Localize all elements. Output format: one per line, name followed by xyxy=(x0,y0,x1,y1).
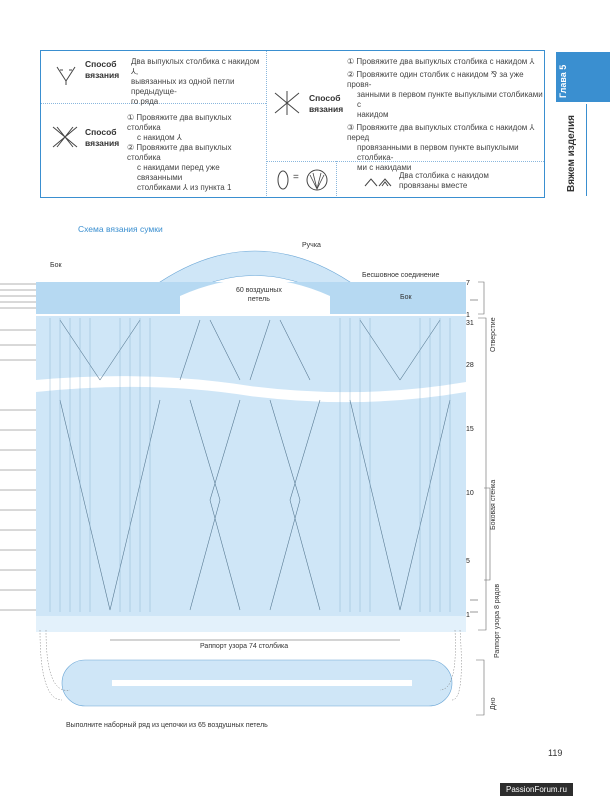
side-label-opening: Отверстие xyxy=(490,317,497,352)
row-number: 10 xyxy=(466,490,474,497)
right-arrows xyxy=(470,300,478,612)
legend-title-2: Способ вязания xyxy=(85,127,120,148)
legend-symbol-bobble: = xyxy=(273,167,333,193)
diagram-title: Схема вязания сумки xyxy=(78,224,163,234)
page-number: 119 xyxy=(548,748,563,758)
row-number: 7 xyxy=(466,280,470,287)
legend-text-3: ① Провяжите два выпуклых столбика с накидом ⅄ ② Провяжите один столбик с накидом ⅋ за уже провя- занными в первом пункте выпуклыми столбиками с накидом ③ Провяжите два выпуклых столбика с накидом ⅄ перед провязанными в первом пункте выпуклыми столбика- ми с накидами xyxy=(347,57,543,172)
row-number: 5 xyxy=(466,558,470,565)
legend-text-2: ① Провяжите два выпуклых столбика с накидом ⅄ ② Провяжите два выпуклых столбика с накидами перед уже связанными столбиками ⅄ из пункта 1 xyxy=(127,113,232,192)
row-number: 1 xyxy=(466,612,470,619)
left-row-lines xyxy=(0,284,36,610)
bottom-band xyxy=(36,616,466,632)
label-repeat-74: Раппорт узора 74 столбика xyxy=(200,643,289,650)
label-chain-65: Выполните наборный ряд из цепочки из 65 воздушных петель xyxy=(66,722,268,729)
label-bok-right: Бок xyxy=(400,294,412,301)
watermark: PassionForum.ru xyxy=(500,783,573,796)
side-label-repeat8: Раппорт узора 8 рядов xyxy=(494,583,501,658)
chapter-label: Глава 5 xyxy=(558,64,568,98)
label-slip-join: Бесшовное соединение xyxy=(362,272,440,279)
legend-title-1: Способ вязания xyxy=(85,59,120,80)
row-number: 1 xyxy=(466,312,470,319)
legend-text-5: Два столбика с накидом провязаны вместе xyxy=(399,171,489,190)
side-label-side-wall: Боковая стенка xyxy=(490,479,497,530)
row-number: 28 xyxy=(466,362,474,369)
label-bok-left: Бок xyxy=(50,262,62,269)
side-brackets xyxy=(476,282,490,715)
row-number: 31 xyxy=(466,320,474,327)
section-label: Вяжем изделия xyxy=(566,115,577,192)
side-label-bottom: Дно xyxy=(490,697,497,710)
label-handle: Ручка xyxy=(302,242,321,249)
row-number: 15 xyxy=(466,426,474,433)
legend-text-1: Два выпуклых столбика с накидом ⅄, вывязанных из одной петли предыдуще- го ряда xyxy=(131,57,260,106)
label-60-loops: 60 воздушных петель xyxy=(236,287,282,303)
base-chain xyxy=(112,680,412,686)
legend-title-3: Способ вязания xyxy=(309,93,344,114)
